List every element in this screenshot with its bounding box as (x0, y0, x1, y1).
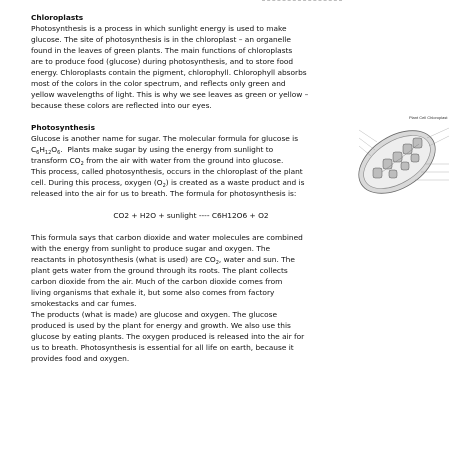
explanation-line-6: living organisms that exhale it, but some also comes from factory (31, 288, 275, 297)
products-line-2: produced is used by the plant for energy and growth. We also use this (31, 321, 291, 330)
explanation-line-2: with the energy from sunlight to produce sugar and oxygen. The (31, 244, 271, 253)
products-line-4: us to breath. Photosynthesis is essential for all life on earth, because it (31, 343, 294, 352)
products-line-3: glucose by eating plants. The oxygen produced is released into the air for (31, 332, 305, 341)
chloroplasts-line-6: most of the colors in the color spectrum, and reflects only green and (31, 79, 286, 88)
explanation-line-4: plant gets water from the ground through its roots. The plant collects (31, 266, 288, 275)
photosynthesis-line-4: This process, called photosynthesis, occurs in the chloroplast of the plant (31, 167, 303, 176)
chloroplasts-line-1: Photosynthesis is a process in which sunlight energy is used to make (31, 24, 287, 33)
chloroplasts-line-3: found in the leaves of green plants. The main functions of chloroplasts (31, 46, 293, 55)
photosynthesis-formula: CO2 + H2O + sunlight ---- C6H12O6 + O2 (113, 211, 269, 220)
explanation-line-1: This formula says that carbon dioxide and water molecules are combined (31, 233, 303, 242)
chloroplasts-line-4: are to produce food (glucose) during photosynthesis, and to store food (31, 57, 294, 66)
top-rule (262, 0, 342, 1)
section-gap (31, 111, 351, 122)
products-line-1: The products (what is made) are glucose and oxygen. The glucose (31, 310, 278, 319)
explanation-line-5: carbon dioxide from the air. Much of the carbon dioxide comes from (31, 277, 283, 286)
photosynthesis-line-3: transform $CO_2$ from the air with water from the ground into glucose. (31, 156, 284, 167)
photosynthesis-line-1: Glucose is another name for sugar. The molecular formula for glucose is (31, 134, 299, 143)
photosynthesis-line-5: cell. During this process, oxygen $(O_2)$ is created as a waste product and is (31, 178, 305, 189)
chloroplast-diagram (349, 112, 453, 202)
explanation-line-7: smokestacks and car fumes. (31, 299, 137, 308)
chloroplasts-line-2: glucose. The site of photosynthesis is in the chloroplast – an organelle (31, 35, 291, 44)
photosynthesis-line-2: $C_6H_{12}O_6$. Plants make sugar by using the energy from sunlight to (31, 145, 274, 156)
formula-gap-top (31, 199, 351, 210)
chloroplasts-line-8: because these colors are reflected into our eyes. (31, 101, 212, 110)
glucose-formula: $C_6H_{12}O_6$. (31, 145, 63, 156)
diagram-title: Plant Cell Chloroplast (409, 115, 448, 120)
document-page (31, 12, 351, 364)
chloroplast-illustration (349, 112, 453, 202)
chloroplasts-line-7: yellow wavelengths of light. This is why we see leaves as green or yellow – (31, 90, 309, 99)
photosynthesis-line-6: released into the air for us to breath. The formula for photosynthesis is: (31, 189, 297, 198)
products-line-5: provides food and oxygen. (31, 354, 130, 363)
chloroplasts-line-5: energy. Chloroplasts contain the pigment, chlorophyll. Chlorophyll absorbs (31, 68, 307, 77)
formula-gap-bottom (31, 221, 351, 232)
photosynthesis-heading: Photosynthesis (31, 123, 95, 132)
explanation-line-3: reactants in photosynthesis (what is used) are $CO_2$, water and sun. The (31, 255, 295, 266)
chloroplasts-heading: Chloroplasts (31, 13, 84, 22)
